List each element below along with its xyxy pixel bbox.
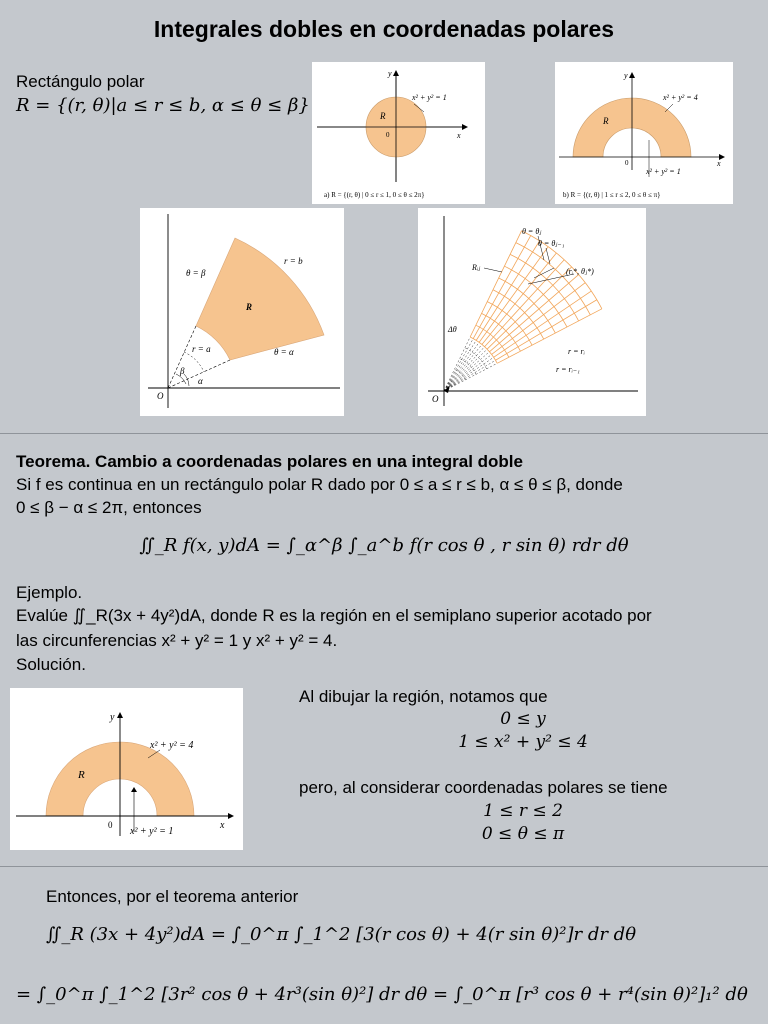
figure-a-origin: 0	[386, 131, 390, 139]
polar-grid-arc	[476, 325, 509, 357]
polar-grid-inner-arc	[454, 369, 465, 380]
conclusion-section	[0, 867, 768, 1024]
example-line-2: las circunferencias x² + y² = 1 y x² + y² = 4.	[16, 631, 338, 650]
figure-c-r-a: r = a	[192, 344, 211, 354]
figure-c-beta-angle: β	[180, 366, 185, 376]
analysis-polar-2: 0 ≤ θ ≤ π	[481, 824, 565, 844]
figure-polar-grid	[418, 208, 646, 416]
figure-b-y-label: y	[624, 71, 628, 80]
polar-grid-ray	[485, 260, 565, 347]
figure-c-origin: O	[157, 391, 164, 401]
figure-c-theta-alpha: θ = α	[274, 347, 294, 357]
theorem-line-1: Si f es continua en un rectángulo polar R dado por 0 ≤ a ≤ r ≤ b, α ≤ θ ≤ β, donde	[16, 475, 623, 494]
polar-grid-dashed-ray	[444, 344, 482, 391]
example-label: Ejemplo.	[16, 583, 83, 602]
conclusion-step-1: ∬_R (3x + 4y²)dA = ∫_0^π ∫_1^2 [3(r cos θ) + 4(r sin θ)²]r dr dθ	[46, 924, 637, 945]
figure-b-outer-equation: x² + y² = 4	[663, 93, 698, 102]
figure-e-inner-equation: x² + y² = 1	[130, 826, 174, 837]
figure-c-region-label: R	[246, 302, 253, 312]
polar-grid-dashed-ray	[444, 339, 473, 391]
figure-e-x-label: x	[220, 820, 225, 831]
polar-grid-dashed-ray	[444, 352, 489, 391]
polar-grid-ray	[476, 241, 539, 341]
polar-grid-arc	[470, 337, 497, 363]
polar-grid-inner-arc	[460, 359, 476, 375]
polar-grid-ray	[479, 247, 548, 343]
figure-c-r-b: r = b	[284, 256, 303, 266]
polar-grid-dashed-ray	[444, 349, 487, 391]
figure-c-alpha-angle: α	[198, 376, 203, 386]
figure-e-region-label: R	[78, 769, 85, 781]
figure-a-equation: x² + y² = 1	[412, 93, 447, 102]
figure-a-region-label: R	[380, 111, 386, 121]
analysis-polar-1: 1 ≤ r ≤ 2	[483, 801, 563, 821]
figure-e-origin: 0	[108, 820, 113, 830]
polar-grid-dashed-ray	[444, 360, 496, 391]
polar-grid-dashed-ray	[444, 357, 494, 391]
polar-grid-arc	[499, 278, 556, 333]
figure-b-caption: b) R = {(r, θ) | 1 ≤ r ≤ 2, 0 ≤ θ ≤ π}	[563, 191, 661, 199]
analysis-polar-intro: pero, al considerar coordenadas polares se tiene	[299, 778, 668, 797]
solution-label: Solución.	[16, 655, 86, 674]
figure-example-region	[10, 688, 243, 850]
polar-grid-dashed-ray	[444, 340, 476, 391]
polar-grid-dashed-ray	[444, 354, 492, 391]
analysis-inequality-2: 1 ≤ x² + y² ≤ 4	[458, 732, 588, 752]
conclusion-step-2: = ∫_0^π ∫_1^2 [3r² cos θ + 4r³(sin θ)²] dr dθ = ∫_0^π [r³ cos θ + r⁴(sin θ)²]₁² dθ	[16, 984, 748, 1005]
polar-grid-dashed-ray	[444, 347, 485, 391]
polar-grid-ray	[497, 309, 602, 363]
figure-half-annulus	[555, 62, 733, 204]
figure-a-y-label: y	[388, 69, 392, 78]
polar-grid-ray	[470, 231, 521, 337]
figure-b-inner-equation: x² + y² = 1	[646, 167, 681, 176]
polar-grid-arc	[504, 266, 567, 327]
polar-grid-arc	[493, 290, 544, 339]
polar-grid-inner-arc	[465, 348, 487, 369]
figure-d-origin: O	[432, 394, 439, 404]
polar-rectangle-section	[0, 0, 768, 433]
polar-grid-dashed-ray	[444, 337, 470, 391]
theorem-formula: ∬_R f(x, y)dA = ∫_α^β ∫_a^b f(r cos θ , r sin θ) rdr dθ	[139, 535, 629, 556]
theorem-heading: Teorema. Cambio a coordenadas polares en una integral doble	[16, 452, 523, 471]
figure-e-outer-equation: x² + y² = 4	[150, 740, 194, 751]
figure-a-x-label: x	[457, 131, 461, 140]
polar-grid-ray	[492, 283, 586, 355]
figure-unit-disk	[312, 62, 485, 204]
figure-d-delta-theta: Δθ	[448, 325, 457, 334]
figure-e-y-label: y	[110, 712, 115, 723]
figure-a-caption: a) R = {(r, θ) | 0 ≤ r ≤ 1, 0 ≤ θ ≤ 2π}	[324, 191, 425, 199]
polar-grid-dashed-ray	[444, 363, 497, 391]
page-title: Integrales dobles en coordenadas polares	[153, 16, 615, 42]
polar-rectangle-heading: Rectángulo polar	[16, 72, 145, 91]
theorem-section	[0, 434, 768, 866]
theorem-line-2: 0 ≤ β − α ≤ 2π, entonces	[16, 498, 202, 517]
figure-b-region-label: R	[603, 116, 609, 126]
figure-d-rij: Rᵢⱼ	[472, 263, 481, 272]
analysis-intro: Al dibujar la región, notamos que	[299, 687, 548, 706]
figure-d-theta-j: θ = θⱼ	[522, 227, 542, 236]
analysis-inequality-1: 0 ≤ y	[500, 709, 546, 729]
conclusion-intro: Entonces, por el teorema anterior	[46, 887, 299, 906]
polar-grid-arc	[487, 302, 532, 346]
example-line-1: Evalúe ∬_R(3x + 4y²)dA, donde R es la región en el semiplano superior acotado por	[16, 606, 652, 625]
figure-polar-rectangle	[140, 208, 344, 416]
polar-rectangle-definition: R = {(r, θ)|a ≤ r ≤ b, α ≤ θ ≤ β}	[16, 95, 310, 116]
figure-d-sample-point: (rᵢ*, θⱼ*)	[566, 267, 594, 276]
figure-c-theta-beta: θ = β	[186, 268, 206, 278]
figure-d-r-i: r = rᵢ	[568, 347, 585, 356]
figure-b-x-label: x	[717, 159, 721, 168]
polar-grid-ray	[487, 267, 572, 349]
figure-b-origin: 0	[625, 159, 629, 167]
polar-grid-arc	[510, 254, 578, 321]
figure-d-theta-j1: θ = θⱼ₋₁	[538, 239, 565, 248]
figure-d-r-i1: r = rᵢ₋₁	[556, 365, 580, 374]
polar-grid-dashed-ray	[444, 342, 479, 391]
